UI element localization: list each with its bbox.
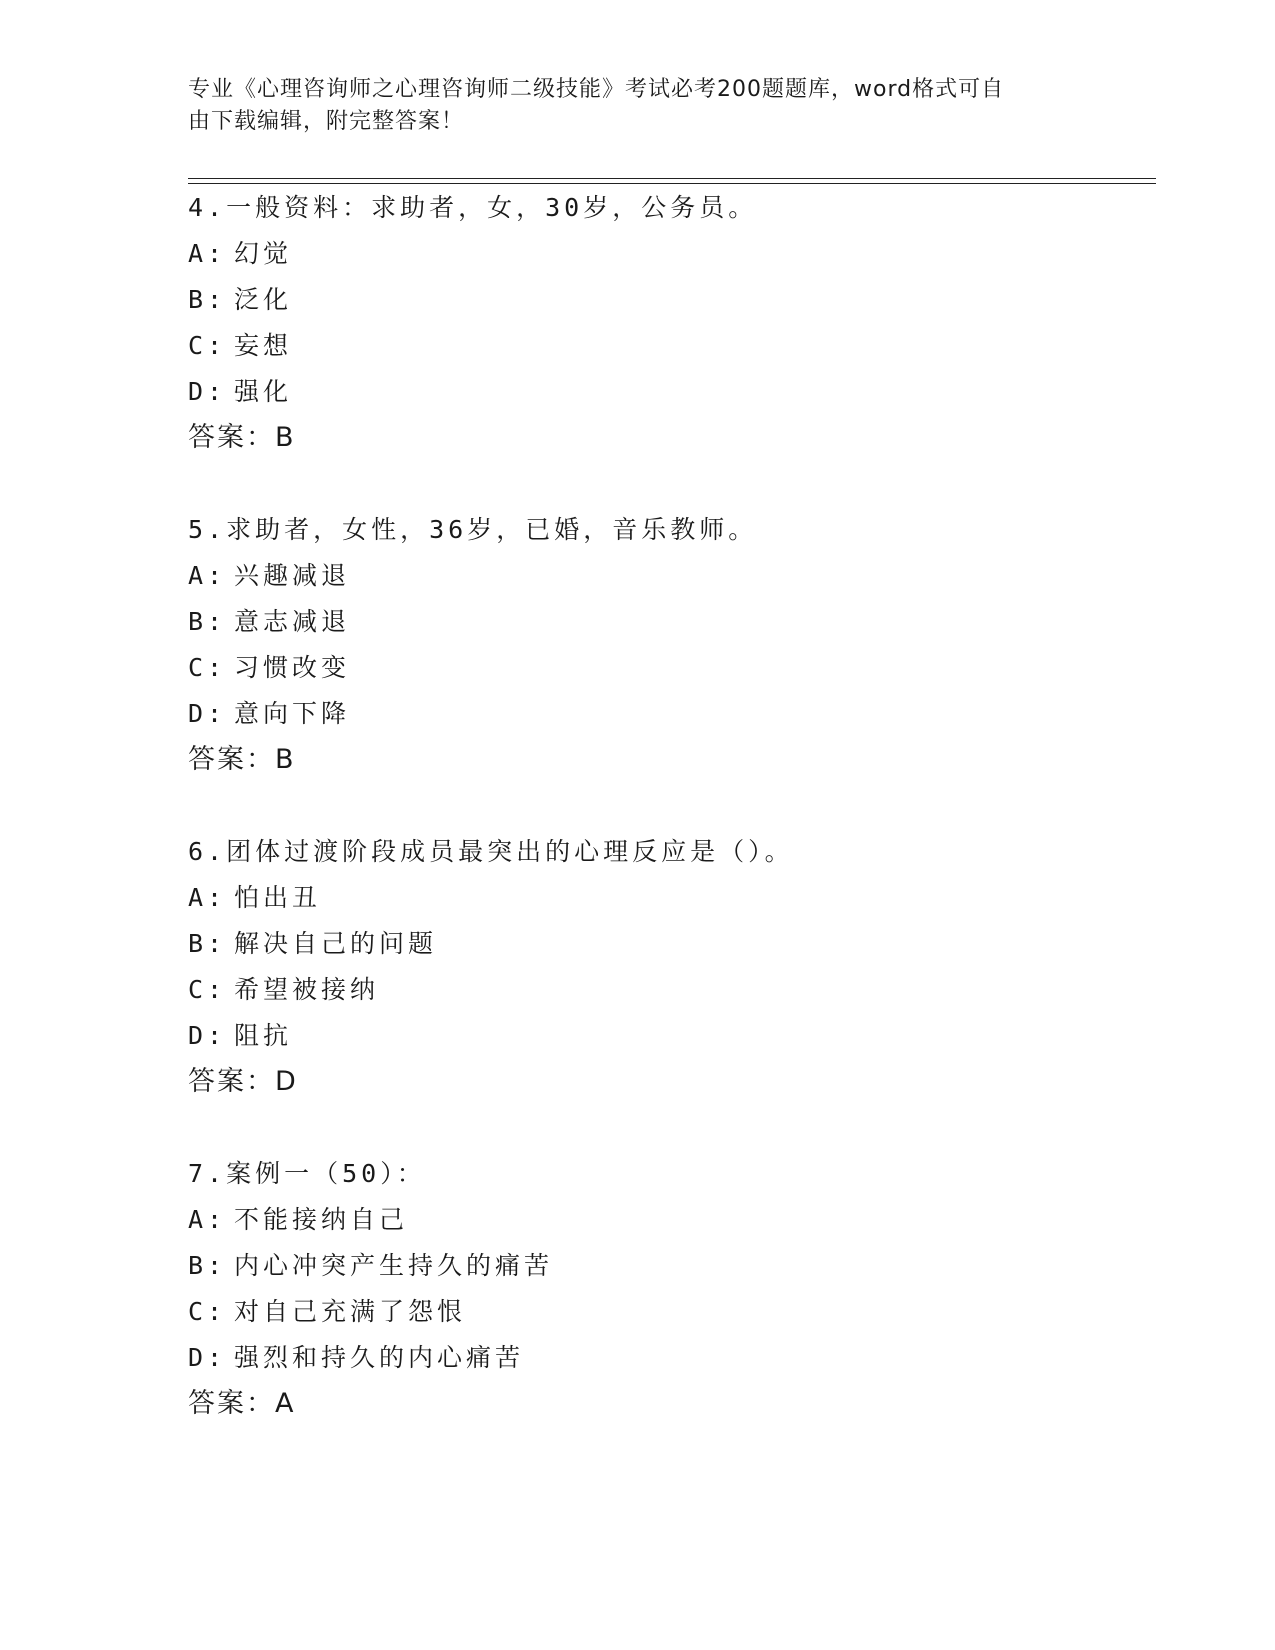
answer-line: 答案：A	[188, 1388, 296, 1419]
option-text: 兴趣减退	[234, 561, 351, 590]
question-stem: 6.团体过渡阶段成员最突出的心理反应是（）。	[188, 837, 794, 866]
option-text: 习惯改变	[234, 653, 351, 682]
option-d	[188, 369, 1168, 415]
option-letter: A:	[188, 883, 227, 912]
question-stem: 5.求助者，女性，36岁，已婚，音乐教师。	[188, 515, 758, 544]
option-letter: A:	[188, 239, 227, 268]
option-text: 意向下降	[234, 699, 351, 728]
option-letter: C:	[188, 1297, 227, 1326]
question-block	[188, 829, 1168, 1105]
option-text: 解决自己的问题	[234, 929, 438, 958]
option-letter: D:	[188, 1343, 227, 1372]
option-text: 强烈和持久的内心痛苦	[234, 1343, 525, 1372]
option-text: 泛化	[234, 285, 293, 314]
option-letter: C:	[188, 331, 227, 360]
option-text: 希望被接纳	[234, 975, 380, 1004]
option-b	[188, 1243, 1168, 1289]
option-text: 妄想	[234, 331, 293, 360]
option-b	[188, 921, 1168, 967]
question-stem: 4.一般资料：求助者，女，30岁，公务员。	[188, 193, 758, 222]
option-text: 内心冲突产生持久的痛苦	[234, 1251, 554, 1280]
header-line-2: 由下载编辑，附完整答案！	[188, 109, 465, 134]
option-letter: B:	[188, 929, 227, 958]
option-letter: C:	[188, 653, 227, 682]
option-letter: A:	[188, 1205, 227, 1234]
option-d	[188, 1335, 1168, 1381]
option-letter: D:	[188, 377, 227, 406]
question-stem: 7.案例一（50）：	[188, 1159, 426, 1188]
option-a	[188, 875, 1168, 921]
option-text: 强化	[234, 377, 293, 406]
option-letter: B:	[188, 607, 227, 636]
option-a	[188, 1197, 1168, 1243]
document-header	[188, 74, 1068, 138]
option-c	[188, 967, 1168, 1013]
option-b	[188, 599, 1168, 645]
option-text: 幻觉	[234, 239, 293, 268]
option-letter: B:	[188, 1251, 227, 1280]
question-block	[188, 507, 1168, 783]
question-block	[188, 1151, 1168, 1427]
option-a	[188, 231, 1168, 277]
option-letter: D:	[188, 1021, 227, 1050]
option-letter: B:	[188, 285, 227, 314]
header-divider-top	[188, 178, 1156, 179]
option-text: 对自己充满了怨恨	[234, 1297, 467, 1326]
option-c	[188, 1289, 1168, 1335]
option-c	[188, 645, 1168, 691]
option-letter: C:	[188, 975, 227, 1004]
option-text: 不能接纳自己	[234, 1205, 409, 1234]
question-block	[188, 185, 1168, 461]
option-d	[188, 1013, 1168, 1059]
option-c	[188, 323, 1168, 369]
option-letter: D:	[188, 699, 227, 728]
option-a	[188, 553, 1168, 599]
option-text: 怕出丑	[234, 883, 322, 912]
answer-line: 答案：B	[188, 422, 296, 453]
option-d	[188, 691, 1168, 737]
option-text: 阻抗	[234, 1021, 293, 1050]
option-text: 意志减退	[234, 607, 351, 636]
header-line-1: 专业《心理咨询师之心理咨询师二级技能》考试必考200题题库，word格式可自	[188, 77, 1005, 102]
option-letter: A:	[188, 561, 227, 590]
answer-line: 答案：B	[188, 744, 296, 775]
answer-line: 答案：D	[188, 1066, 298, 1097]
option-b	[188, 277, 1168, 323]
header-divider-bottom	[188, 183, 1156, 184]
